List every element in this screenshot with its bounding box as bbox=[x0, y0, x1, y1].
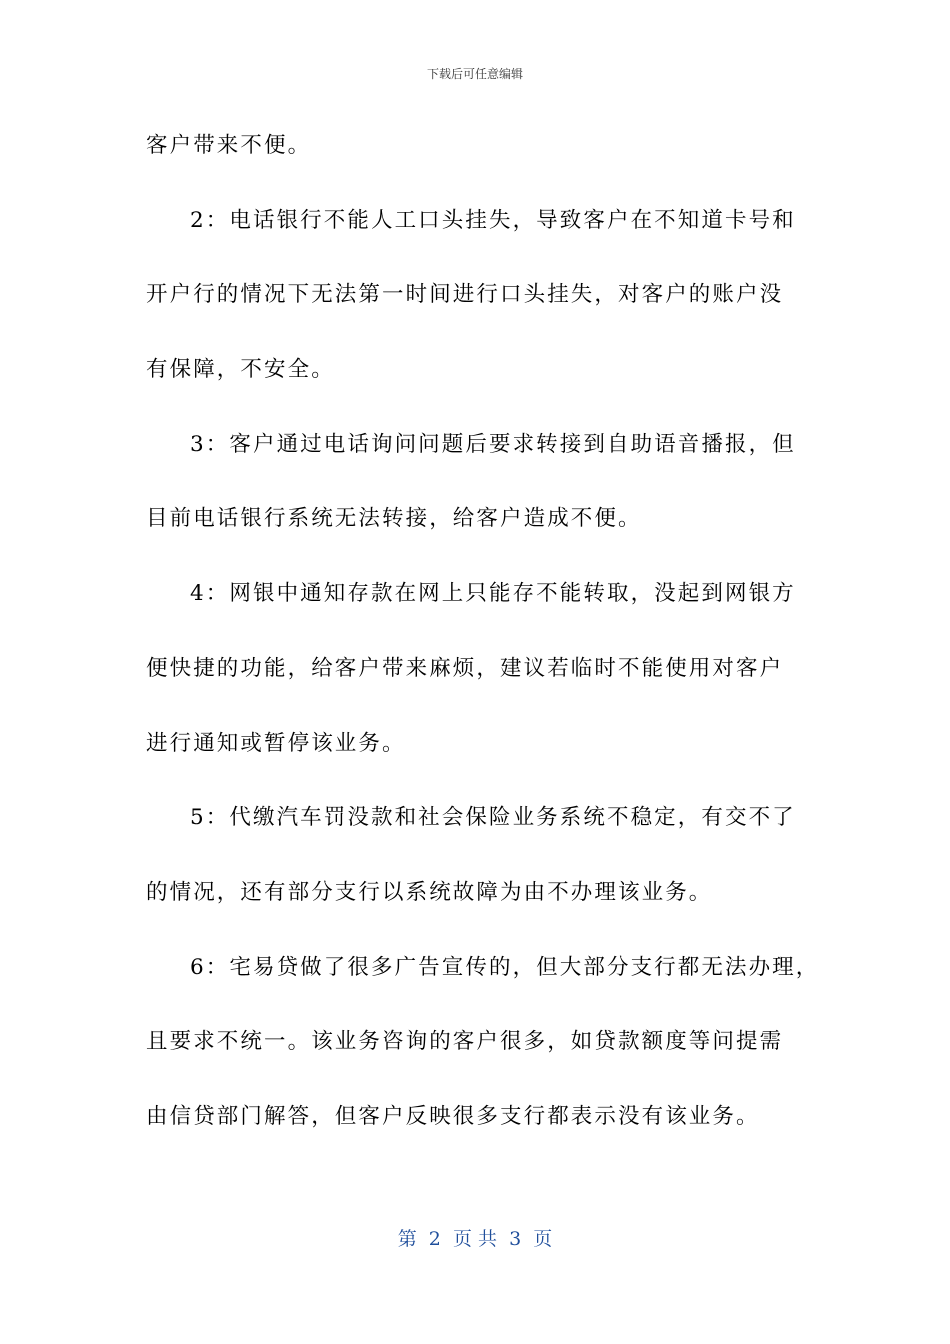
document-body bbox=[146, 126, 818, 1172]
body-line: 开户行的情况下无法第一时间进行口头挂失，对客户的账户没 bbox=[146, 282, 784, 308]
body-line: 客户带来不便。 bbox=[146, 133, 312, 158]
body-line: 便快捷的功能，给客户带来麻烦，建议若临时不能使用对客户 bbox=[146, 655, 784, 681]
page-number-footer: 第 2 页 共 3 页 bbox=[397, 1228, 553, 1250]
body-line: 进行通知或暂停该业务。 bbox=[146, 730, 406, 756]
body-line: 3：客户通过电话询问问题后要求转接到自助语音播报，但 bbox=[190, 431, 796, 457]
body-line: 且要求不统一。该业务咨询的客户很多，如贷款额度等问提需 bbox=[146, 1029, 784, 1055]
body-line: 有保障，不安全。 bbox=[146, 357, 335, 383]
body-line: 由信贷部门解答，但客户反映很多支行都表示没有该业务。 bbox=[146, 1103, 760, 1129]
body-line: 6：宅易贷做了很多广告宣传的，但大部分支行都无法办理， bbox=[190, 954, 820, 980]
body-line: 4：网银中通知存款在网上只能存不能转取，没起到网银方 bbox=[190, 581, 796, 607]
body-line: 目前电话银行系统无法转接，给客户造成不便。 bbox=[146, 506, 642, 532]
body-line: 的情况，还有部分支行以系统故障为由不办理该业务。 bbox=[146, 879, 713, 905]
body-line: 2：电话银行不能人工口头挂失，导致客户在不知道卡号和 bbox=[190, 207, 796, 233]
page-header-note: 下载后可任意编辑 bbox=[426, 67, 523, 81]
body-line: 5：代缴汽车罚没款和社会保险业务系统不稳定，有交不了 bbox=[190, 805, 796, 831]
